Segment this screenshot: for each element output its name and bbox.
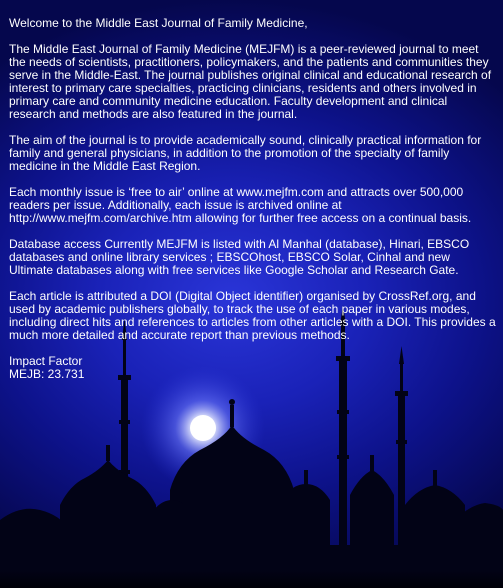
- monthly-issue-paragraph: Each monthly issue is ‘free to air’ online at www.mejfm.com and attracts over 500,000 readers per issue. Additionally, each issue is archived online at http://www.mejfm.com/archive.htm allowing for further free access on a continual basis.: [9, 185, 472, 225]
- moon: [190, 415, 216, 441]
- doi-paragraph: Each article is attributed a DOI (Digital Object identifier) organised by CrossRef.org, and used by academic publishers globally, to track the use of each paper in various modes, including direct hits and references to articles from other articles with a DOI. This provides a much more detailed and accurate report than previous methods.: [9, 289, 496, 342]
- article-body: [9, 17, 497, 381]
- aim-paragraph: The aim of the journal is to provide academically sound, clinically practical information for family and general physicians, in addition to the promotion of the specialty of family medicine in the Middle East Region.: [9, 133, 482, 173]
- impact-factor-value: MEJB: 23.731: [9, 367, 85, 381]
- impact-factor-label: Impact Factor: [9, 354, 83, 368]
- greeting-text: Welcome to the Middle East Journal of Family Medicine,: [9, 16, 308, 30]
- intro-paragraph: The Middle East Journal of Family Medicine (MEJFM) is a peer-reviewed journal to meet the needs of scientists, practitioners, policymakers, and the patients and communities they serve in the Middle-East. The journal publishes original clinical and educational research of interest to primary care specialties, practicing clinicians, residents and others involved in primary care and community medicine education. Faculty development and clinical research and methods are also featured in the journal.: [9, 42, 492, 121]
- database-access-paragraph: Database access Currently MEJFM is listed with Al Manhal (database), Hinari, EBSCO databases and online library services ; EBSCOhost, EBSCO Solar, Cinhal and new Ultimate databases along with free services like Google Scholar and Research Gate.: [9, 237, 470, 277]
